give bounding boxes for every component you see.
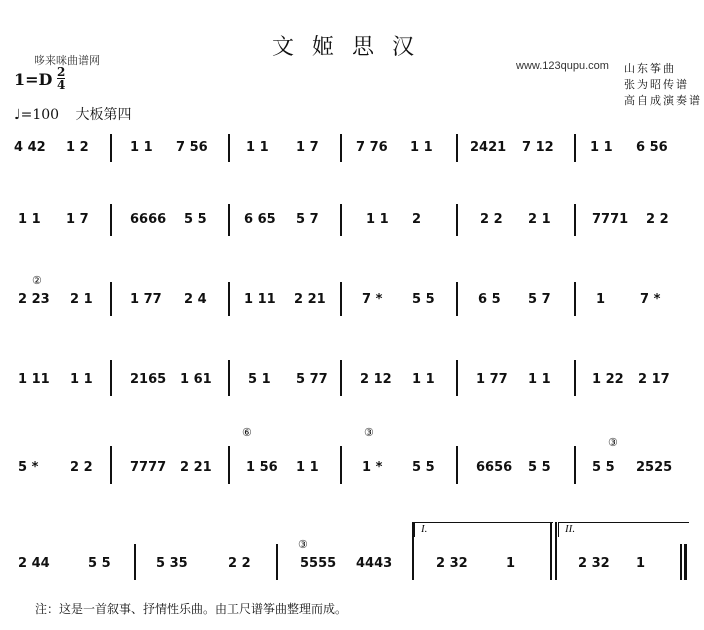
row5-cell-2: 2 2 (70, 460, 93, 475)
barline (340, 134, 342, 162)
row6-cell-2: 5 5 (88, 556, 111, 571)
barline (574, 204, 576, 236)
row2-cell-7: 1 1 (366, 212, 389, 227)
circled-marker: ② (32, 274, 42, 287)
barline (574, 360, 576, 396)
row3-cell-8: 5 5 (412, 292, 435, 307)
barline (340, 204, 342, 236)
row1-cell-3: 1 1 (130, 140, 153, 155)
barline (456, 282, 458, 316)
row4-cell-9: 1 77 (476, 372, 508, 387)
barline (110, 282, 112, 316)
row2-cell-8: 2 (412, 212, 422, 227)
row2-cell-3: 6666 (130, 212, 167, 227)
row3-cell-10: 5 7 (528, 292, 551, 307)
row3-cell-5: 1 11 (244, 292, 276, 307)
barline (456, 446, 458, 484)
time-signature (57, 66, 65, 91)
volta-label-2: II. (565, 523, 576, 535)
row3-cell-1: 2 23 (18, 292, 50, 307)
score-row-1 (0, 140, 704, 170)
row2-cell-1: 1 1 (18, 212, 41, 227)
row1-cell-8: 1 1 (410, 140, 433, 155)
score-title: 文姬思汉 (271, 35, 432, 60)
row1-cell-12: 6 56 (636, 140, 668, 155)
row1-cell-10: 7 12 (522, 140, 554, 155)
time-signature-top: 2 (57, 65, 66, 79)
barline (228, 360, 230, 396)
row5-cell-11: 5 5 (592, 460, 615, 475)
row4-cell-11: 1 22 (592, 372, 624, 387)
barline (340, 446, 342, 484)
row4-cell-5: 5 1 (248, 372, 271, 387)
row5-cell-10: 5 5 (528, 460, 551, 475)
row6-cell-3: 5 35 (156, 556, 188, 571)
row3-cell-12: 7 * (640, 292, 661, 307)
site-name: 哆来咪曲谱网 (34, 55, 100, 67)
barline (456, 134, 458, 162)
row2-cell-5: 6 65 (244, 212, 276, 227)
row4-cell-10: 1 1 (528, 372, 551, 387)
row2-cell-11: 7771 (592, 212, 629, 227)
barline (228, 134, 230, 162)
volta-bracket-2 (558, 522, 689, 537)
row6-cell-7: 2 32 (436, 556, 468, 571)
row1-cell-2: 1 2 (66, 140, 89, 155)
row1-cell-4: 7 56 (176, 140, 208, 155)
barline (574, 134, 576, 162)
barline (574, 446, 576, 484)
row3-cell-6: 2 21 (294, 292, 326, 307)
row5-cell-12: 2525 (636, 460, 673, 475)
barline (228, 204, 230, 236)
volta-label-1: I. (421, 523, 428, 535)
row1-cell-1: 4 42 (14, 140, 46, 155)
circled-marker: ③ (364, 426, 374, 439)
final-barline-thick (684, 544, 687, 580)
row1-cell-11: 1 1 (590, 140, 613, 155)
row4-cell-7: 2 12 (360, 372, 392, 387)
row2-cell-12: 2 2 (646, 212, 669, 227)
row3-cell-2: 2 1 (70, 292, 93, 307)
score-row-3 (0, 274, 704, 322)
final-barline-thin (680, 544, 682, 580)
row6-cell-8: 1 (506, 556, 516, 571)
barline (456, 204, 458, 236)
row1-cell-9: 2421 (470, 140, 507, 155)
time-signature-bottom: 4 (57, 78, 66, 92)
row5-cell-4: 2 21 (180, 460, 212, 475)
barline (574, 282, 576, 316)
row1-cell-7: 7 76 (356, 140, 388, 155)
row6-cell-6: 4443 (356, 556, 393, 571)
tempo-value: 100 (32, 107, 60, 123)
row1-cell-6: 1 7 (296, 140, 319, 155)
row4-cell-4: 1 61 (180, 372, 212, 387)
row2-cell-10: 2 1 (528, 212, 551, 227)
row3-cell-4: 2 4 (184, 292, 207, 307)
attribution-line-3: 高自成演奏谱 (624, 94, 702, 107)
row4-cell-1: 1 11 (18, 372, 50, 387)
row4-cell-12: 2 17 (638, 372, 670, 387)
row3-cell-7: 7 * (362, 292, 383, 307)
barline (456, 360, 458, 396)
barline (110, 360, 112, 396)
row5-cell-1: 5 * (18, 460, 39, 475)
barline (340, 360, 342, 396)
barline (134, 544, 136, 580)
score-row-2 (0, 212, 704, 242)
row3-cell-11: 1 (596, 292, 606, 307)
barline (276, 544, 278, 580)
tempo-label: 大板第四 (75, 107, 132, 123)
row5-cell-6: 1 1 (296, 460, 319, 475)
row5-cell-7: 1 * (362, 460, 383, 475)
row5-cell-3: 7777 (130, 460, 167, 475)
row4-cell-8: 1 1 (412, 372, 435, 387)
attribution-line-1: 山东筝曲 (624, 62, 676, 75)
row2-cell-9: 2 2 (480, 212, 503, 227)
row6-cell-1: 2 44 (18, 556, 50, 571)
barline (550, 522, 552, 580)
row6-cell-9: 2 32 (578, 556, 610, 571)
row6-cell-4: 2 2 (228, 556, 251, 571)
row5-cell-5: 1 56 (246, 460, 278, 475)
barline (340, 282, 342, 316)
row2-cell-6: 5 7 (296, 212, 319, 227)
row2-cell-2: 1 7 (66, 212, 89, 227)
barline (110, 134, 112, 162)
score-row-6 (0, 523, 704, 586)
score-row-4 (0, 372, 704, 402)
row3-cell-9: 6 5 (478, 292, 501, 307)
row4-cell-3: 2165 (130, 372, 167, 387)
volta-bracket-1 (414, 522, 553, 537)
circled-marker: ③ (298, 538, 308, 551)
score-row-5 (0, 426, 704, 490)
row6-cell-10: 1 (636, 556, 646, 571)
tempo-marking (14, 104, 132, 124)
site-url: www.123qupu.com (516, 60, 609, 72)
barline (110, 204, 112, 236)
key-signature: 1=D (14, 70, 53, 89)
tempo-note-icon: ♩= (14, 107, 33, 123)
barline (228, 282, 230, 316)
footnote: 注：这是一首叙事、抒情性乐曲。由工尺谱筝曲整理而成。 (35, 602, 348, 616)
circled-marker: ⑥ (242, 426, 252, 439)
row2-cell-4: 5 5 (184, 212, 207, 227)
row6-cell-5: 5555 (300, 556, 337, 571)
repeat-barline (555, 522, 557, 580)
barline (228, 446, 230, 484)
row4-cell-2: 1 1 (70, 372, 93, 387)
row1-cell-5: 1 1 (246, 140, 269, 155)
circled-marker: ③ (608, 436, 618, 449)
row5-cell-9: 6656 (476, 460, 513, 475)
row4-cell-6: 5 77 (296, 372, 328, 387)
attribution-line-2: 张为昭传谱 (624, 78, 689, 91)
row5-cell-8: 5 5 (412, 460, 435, 475)
barline (110, 446, 112, 484)
row3-cell-3: 1 77 (130, 292, 162, 307)
